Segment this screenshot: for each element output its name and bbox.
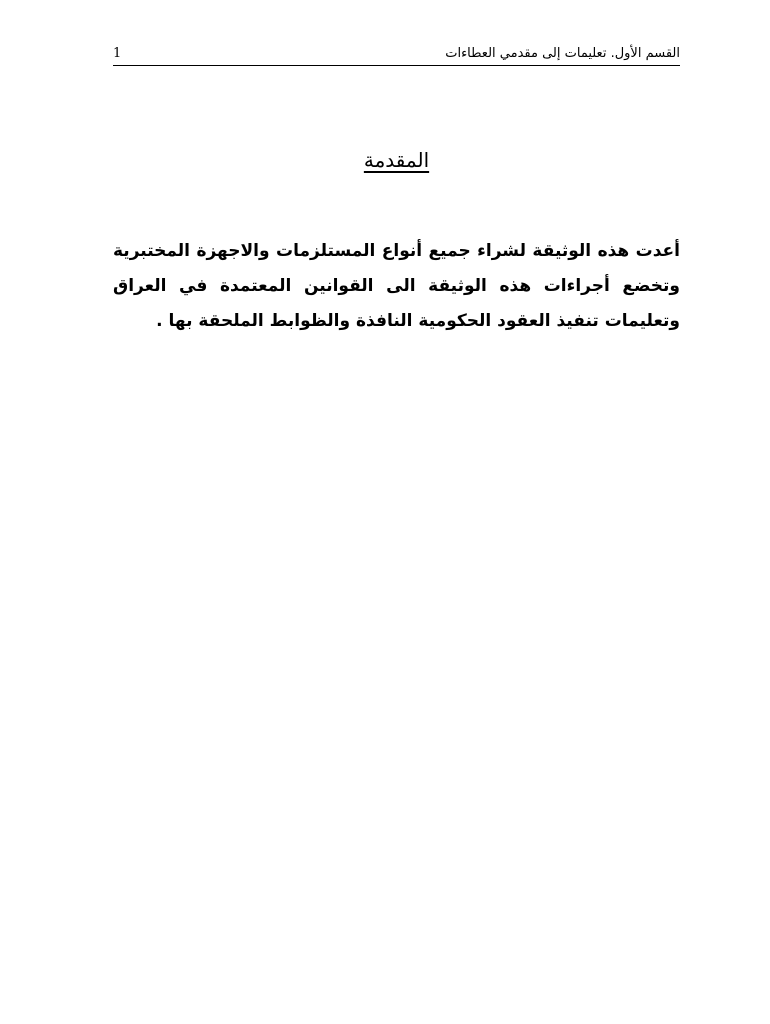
page-header xyxy=(113,45,680,66)
page-number: 1 xyxy=(113,46,122,61)
document-title: المقدمة xyxy=(363,148,430,172)
header-section-title: القسم الأول. تعليمات إلى مقدمي العطاءات xyxy=(445,46,680,61)
intro-paragraph: أعدت هذه الوثيقة لشراء جميع أنواع المستلزمات والاجهزة المختبرية وتخضع أجراءات هذه الوثيقة الى القوانين المعتمدة في العراق وتعليمات تنفيذ العقود الحكومية النافذة والظوابط الملحقة بها . xyxy=(113,241,680,331)
